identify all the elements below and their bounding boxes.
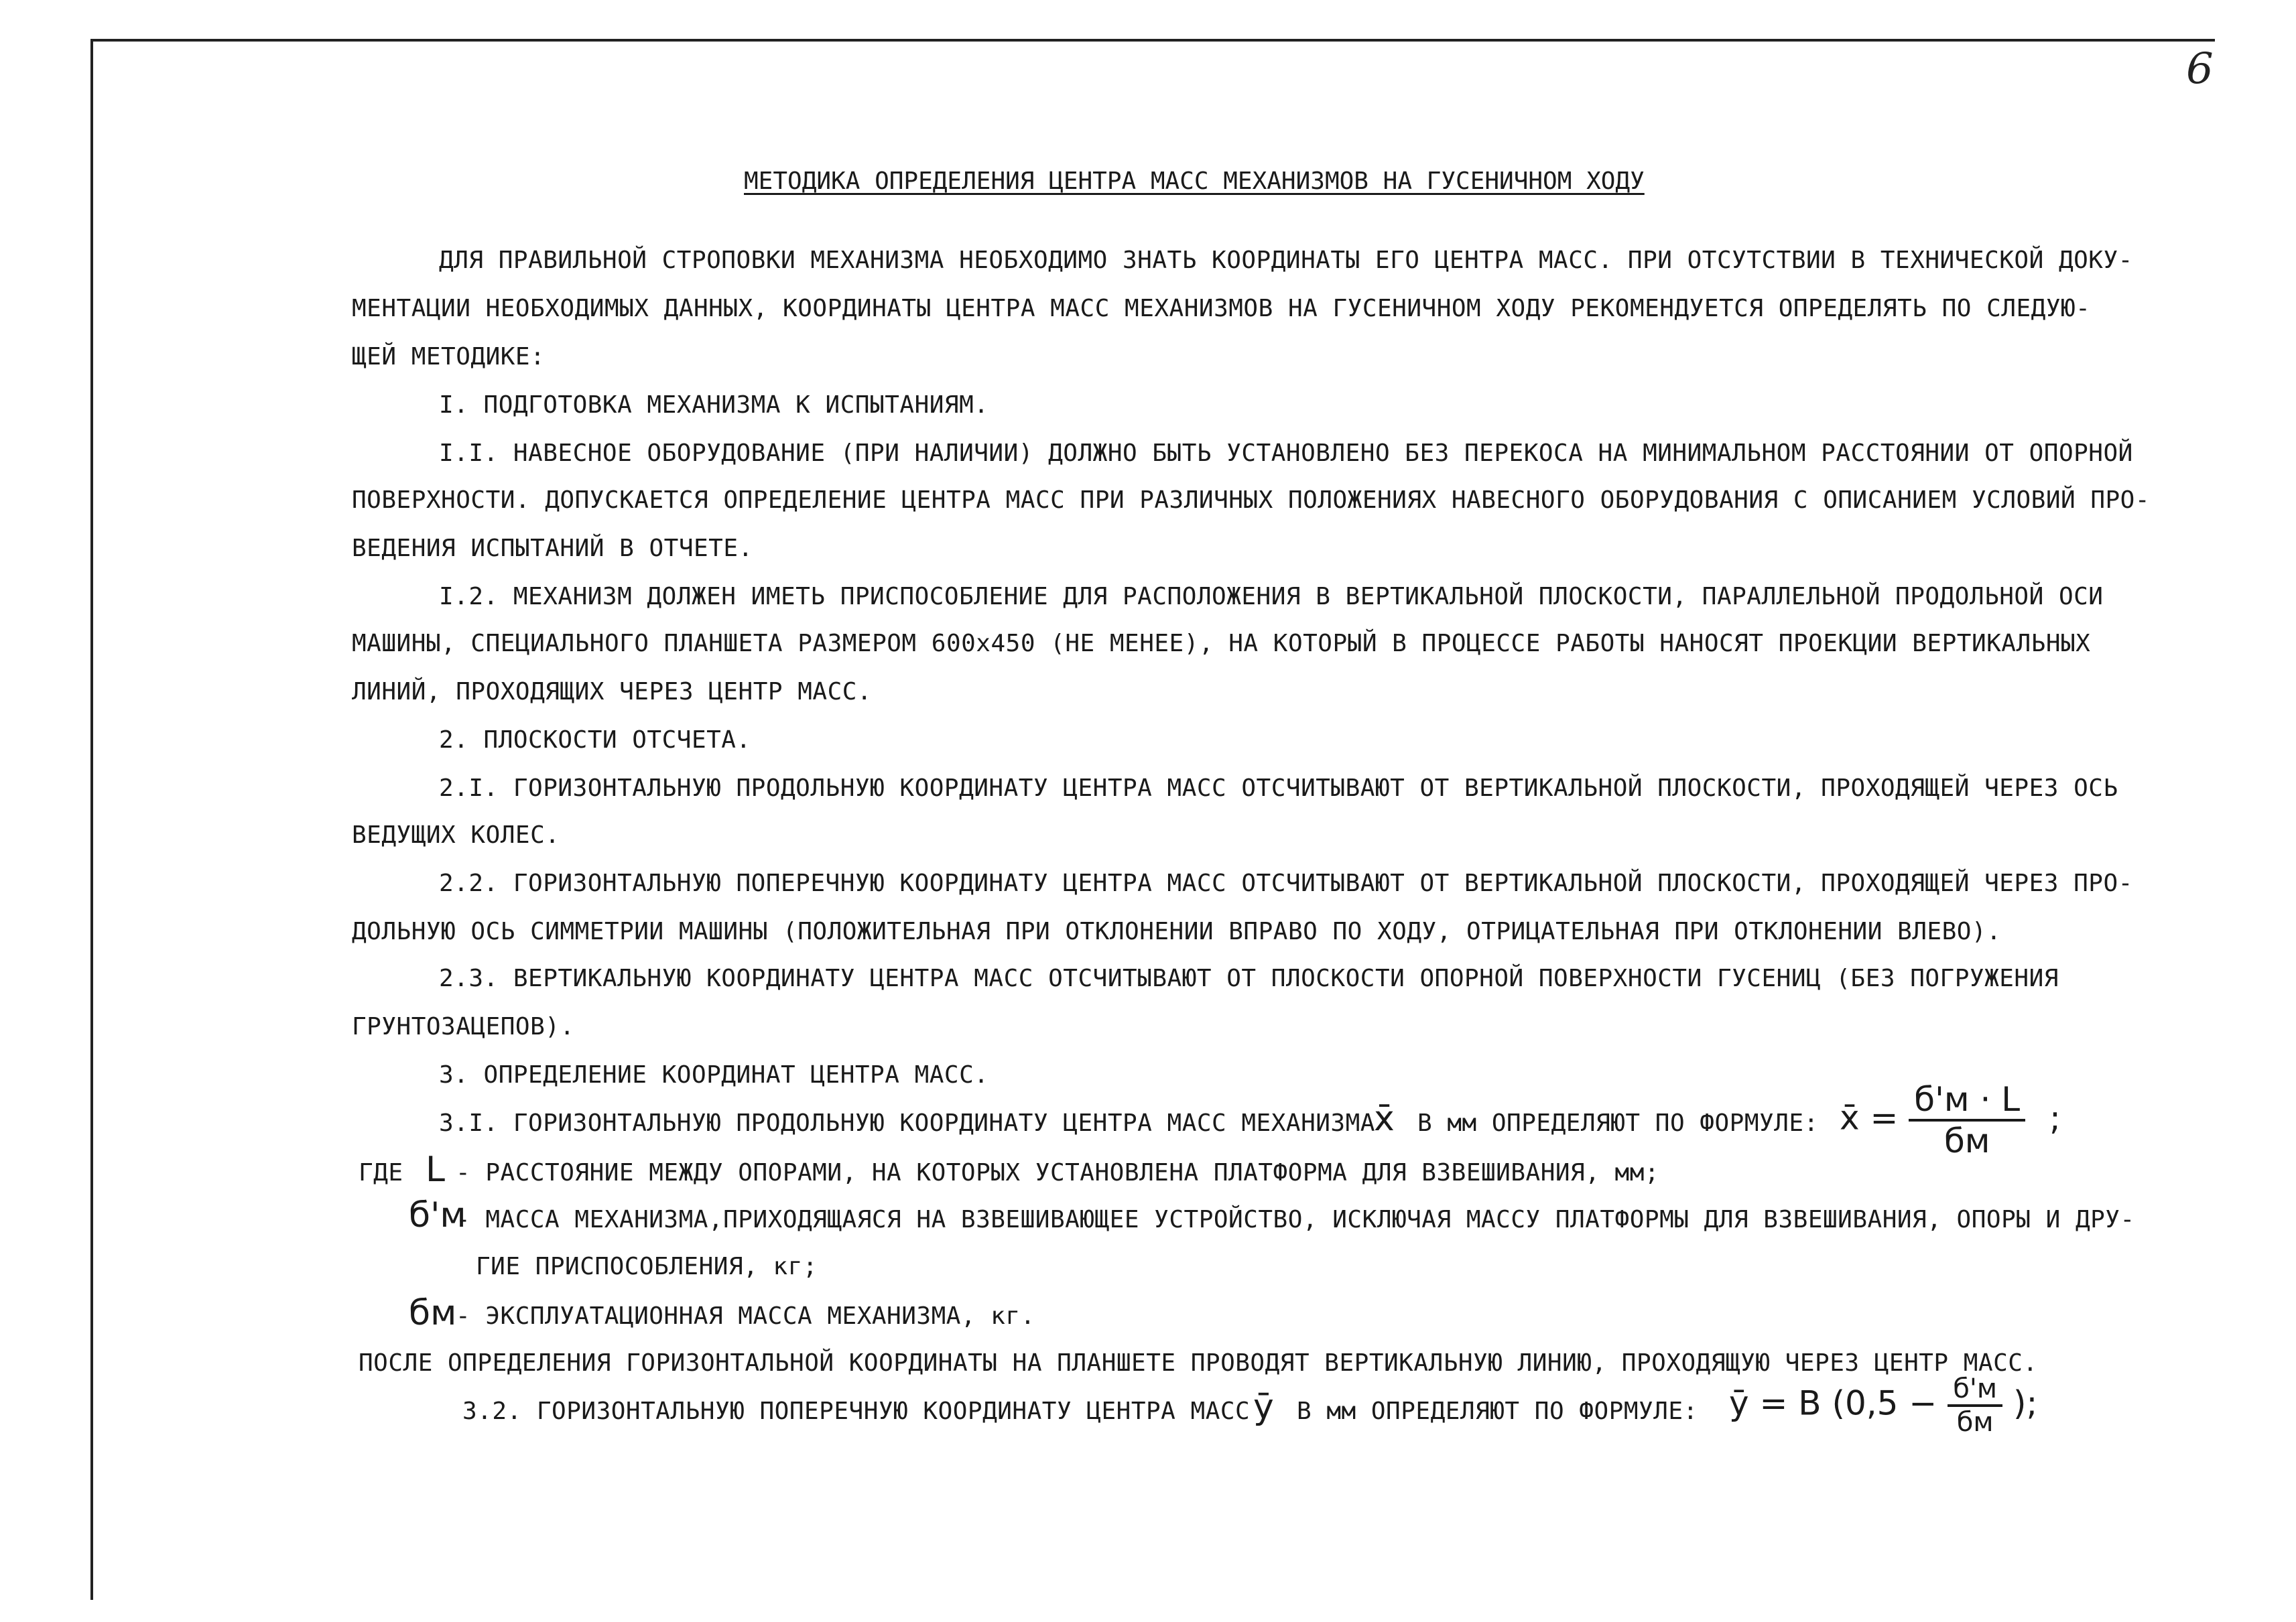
- formula-y-tail: );: [2013, 1383, 2038, 1423]
- text-line: 2.I. ГОРИЗОНТАЛЬНУЮ ПРОДОЛЬНУЮ КООРДИНАТУ ЦЕНТРА МАСС ОТСЧИТЫВАЮТ ОТ ВЕРТИКАЛЬНОЙ ПЛОСКОСТИ, ПРОХОДЯЩЕЙ ЧЕРЕЗ ОСЬ: [439, 774, 2118, 802]
- formula-y-numerator: б'м: [1948, 1373, 2002, 1407]
- section-heading: 2. ПЛОСКОСТИ ОТСЧЕТА.: [439, 726, 751, 754]
- page-frame-left: [90, 39, 93, 1600]
- text-line: 2.3. ВЕРТИКАЛЬНУЮ КООРДИНАТУ ЦЕНТРА МАСС ОТСЧИТЫВАЮТ ОТ ПЛОСКОСТИ ОПОРНОЙ ПОВЕРХНОСТИ ГУСЕНИЦ (БЕЗ ПОГРУЖЕНИЯ: [439, 965, 2059, 992]
- formula-x-fraction: [1909, 1080, 2025, 1160]
- text-line: ЩЕЙ МЕТОДИКЕ:: [352, 343, 546, 370]
- text-line: ГРУНТОЗАЦЕПОВ).: [352, 1013, 575, 1040]
- text-line: ГИЕ ПРИСПОСОБЛЕНИЯ, кг;: [476, 1253, 818, 1280]
- text-line: - РАССТОЯНИЕ МЕЖДУ ОПОРАМИ, НА КОТОРЫХ УСТАНОВЛЕНА ПЛАТФОРМА ДЛЯ ВЗВЕШИВАНИЯ, мм;: [456, 1159, 1660, 1187]
- text-line: ВЕДУЩИХ КОЛЕС.: [352, 821, 560, 849]
- y-bar-symbol: ȳ: [1253, 1387, 1274, 1427]
- text-line: МАШИНЫ, СПЕЦИАЛЬНОГО ПЛАНШЕТА РАЗМЕРОМ 600х450 (НЕ МЕНЕЕ), НА КОТОРЫЙ В ПРОЦЕССЕ РАБОТЫ НАНОСЯТ ПРОЕКЦИИ ВЕРТИКАЛЬНЫХ: [352, 630, 2091, 657]
- formula-x-tail: ;: [2049, 1098, 2061, 1138]
- g-m-prime-symbol: б'м: [409, 1195, 466, 1235]
- text-line: - МАССА МЕХАНИЗМА,ПРИХОДЯЩАЯСЯ НА ВЗВЕШИВАЮЩЕЕ УСТРОЙСТВО, ИСКЛЮЧАЯ МАССУ ПЛАТФОРМЫ ДЛЯ ВЗВЕШИВАНИЯ, ОПОРЫ И ДРУ-: [456, 1206, 2135, 1233]
- text-line: В мм ОПРЕДЕЛЯЮТ ПО ФОРМУЛЕ:: [1297, 1398, 1698, 1425]
- formula-y-lhs: ȳ = B (0,5 −: [1729, 1383, 1937, 1423]
- text-line: ДОЛЬНУЮ ОСЬ СИММЕТРИИ МАШИНЫ (ПОЛОЖИТЕЛЬНАЯ ПРИ ОТКЛОНЕНИИ ВПРАВО ПО ХОДУ, ОТРИЦАТЕЛЬНАЯ ПРИ ОТКЛОНЕНИИ ВЛЕВО).: [352, 918, 2002, 945]
- x-bar-symbol: x̄: [1374, 1099, 1395, 1139]
- text-line: ПОВЕРХНОСТИ. ДОПУСКАЕТСЯ ОПРЕДЕЛЕНИЕ ЦЕНТРА МАСС ПРИ РАЗЛИЧНЫХ ПОЛОЖЕНИЯХ НАВЕСНОГО ОБОРУДОВАНИЯ С ОПИСАНИЕМ УСЛОВИЙ ПРО-: [352, 486, 2151, 514]
- formula-x: [1840, 1080, 2061, 1160]
- text-line: I.2. МЕХАНИЗМ ДОЛЖЕН ИМЕТЬ ПРИСПОСОБЛЕНИЕ ДЛЯ РАСПОЛОЖЕНИЯ В ВЕРТИКАЛЬНОЙ ПЛОСКОСТИ, ПАРАЛЛЕЛЬНОЙ ПРОДОЛЬНОЙ ОСИ: [439, 583, 2104, 610]
- text-line: ПОСЛЕ ОПРЕДЕЛЕНИЯ ГОРИЗОНТАЛЬНОЙ КООРДИНАТЫ НА ПЛАНШЕТЕ ПРОВОДЯТ ВЕРТИКАЛЬНУЮ ЛИНИЮ, ПРОХОДЯЩУЮ ЧЕРЕЗ ЦЕНТР МАСС.: [359, 1349, 2038, 1377]
- text-line: В мм ОПРЕДЕЛЯЮТ ПО ФОРМУЛЕ:: [1417, 1109, 1819, 1137]
- text-line: ДЛЯ ПРАВИЛЬНОЙ СТРОПОВКИ МЕХАНИЗМА НЕОБХОДИМО ЗНАТЬ КООРДИНАТЫ ЕГО ЦЕНТРА МАСС. ПРИ ОТСУТСТВИИ В ТЕХНИЧЕСКОЙ ДОКУ-: [439, 247, 2133, 274]
- text-line: МЕНТАЦИИ НЕОБХОДИМЫХ ДАННЫХ, КООРДИНАТЫ ЦЕНТРА МАСС МЕХАНИЗМОВ НА ГУСЕНИЧНОМ ХОДУ РЕКОМЕНДУЕТСЯ ОПРЕДЕЛЯТЬ ПО СЛЕДУЮ-: [352, 295, 2091, 322]
- formula-x-lhs: x̄ =: [1840, 1098, 1899, 1138]
- page-frame-top: [90, 39, 2215, 42]
- formula-y-denominator: бм: [1956, 1407, 1994, 1438]
- L-symbol: L: [426, 1150, 445, 1190]
- page-number: 6: [2186, 44, 2214, 94]
- formula-x-numerator: б'м · L: [1909, 1080, 2025, 1122]
- text-line: ВЕДЕНИЯ ИСПЫТАНИЙ В ОТЧЕТЕ.: [352, 535, 753, 562]
- text-line: ЛИНИЙ, ПРОХОДЯЩИХ ЧЕРЕЗ ЦЕНТР МАСС.: [352, 678, 873, 705]
- text-line: 3.I. ГОРИЗОНТАЛЬНУЮ ПРОДОЛЬНУЮ КООРДИНАТУ ЦЕНТРА МАСС МЕХАНИЗМА: [439, 1109, 1375, 1137]
- text-line: 2.2. ГОРИЗОНТАЛЬНУЮ ПОПЕРЕЧНУЮ КООРДИНАТУ ЦЕНТРА МАСС ОТСЧИТЫВАЮТ ОТ ВЕРТИКАЛЬНОЙ ПЛОСКОСТИ, ПРОХОДЯЩЕЙ ЧЕРЕЗ ПРО-: [439, 870, 2133, 897]
- text-line: ГДЕ: [359, 1159, 403, 1187]
- text-line: 3.2. ГОРИЗОНТАЛЬНУЮ ПОПЕРЕЧНУЮ КООРДИНАТУ ЦЕНТРА МАСС: [462, 1398, 1251, 1425]
- text-line: - ЭКСПЛУАТАЦИОННАЯ МАССА МЕХАНИЗМА, кг.: [456, 1302, 1035, 1330]
- section-heading: I. ПОДГОТОВКА МЕХАНИЗМА К ИСПЫТАНИЯМ.: [439, 391, 989, 419]
- text-line: I.I. НАВЕСНОЕ ОБОРУДОВАНИЕ (ПРИ НАЛИЧИИ) ДОЛЖНО БЫТЬ УСТАНОВЛЕНО БЕЗ ПЕРЕКОСА НА МИНИМАЛЬНОМ РАССТОЯНИИ ОТ ОПОРНОЙ: [439, 440, 2133, 467]
- formula-y-fraction: [1948, 1373, 2002, 1438]
- section-heading: 3. ОПРЕДЕЛЕНИЕ КООРДИНАТ ЦЕНТРА МАСС.: [439, 1061, 989, 1089]
- document-title: МЕТОДИКА ОПРЕДЕЛЕНИЯ ЦЕНТРА МАСС МЕХАНИЗМОВ НА ГУСЕНИЧНОМ ХОДУ: [744, 167, 1645, 195]
- formula-y: [1729, 1373, 2037, 1438]
- g-m-symbol: бм: [409, 1293, 457, 1333]
- formula-x-denominator: бм: [1943, 1122, 1990, 1160]
